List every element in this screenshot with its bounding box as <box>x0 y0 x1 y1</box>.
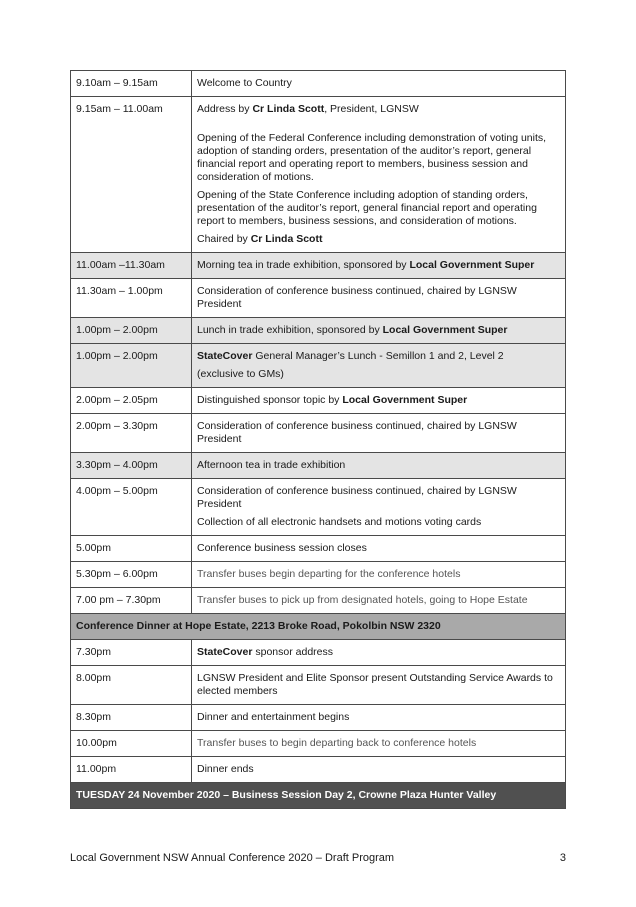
table-row <box>71 71 566 97</box>
time-cell: 7.00 pm – 7.30pm <box>71 588 192 614</box>
table-row <box>71 318 566 344</box>
item-cell: Consideration of conference business continued, chaired by LGNSW President Collection of all electronic handsets and motions voting cards <box>192 479 566 536</box>
item-cell: Dinner ends <box>192 757 566 783</box>
table-row <box>71 97 566 253</box>
table-row <box>71 344 566 388</box>
state-opening-text: Opening of the State Conference including adoption of standing orders, presentation of the auditor’s report, general financial report and operating report to members, business sessions, and consideration of motions. <box>197 189 537 227</box>
table-row <box>71 279 566 318</box>
table-row <box>71 705 566 731</box>
time-cell: 2.00pm – 2.05pm <box>71 388 192 414</box>
item-cell: Welcome to Country <box>192 71 566 97</box>
chair-line: Chaired by Cr Linda Scott <box>197 233 323 245</box>
time-cell: 5.00pm <box>71 536 192 562</box>
time-cell: 9.10am – 9.15am <box>71 71 192 97</box>
item-cell: Consideration of conference business continued, chaired by LGNSW President <box>192 279 566 318</box>
item-cell: Morning tea in trade exhibition, sponsored by Local Government Super <box>192 253 566 279</box>
table-row <box>71 536 566 562</box>
time-cell: 11.30am – 1.00pm <box>71 279 192 318</box>
item-cell: Afternoon tea in trade exhibition <box>192 453 566 479</box>
page-number: 3 <box>559 852 566 864</box>
table-row <box>71 253 566 279</box>
table-row <box>71 757 566 783</box>
time-cell: 4.00pm – 5.00pm <box>71 479 192 536</box>
day2-heading: TUESDAY 24 November 2020 – Business Session Day 2, Crowne Plaza Hunter Valley <box>71 783 566 809</box>
time-cell: 1.00pm – 2.00pm <box>71 318 192 344</box>
time-cell: 8.30pm <box>71 705 192 731</box>
item-cell: LGNSW President and Elite Sponsor present Outstanding Service Awards to elected members <box>192 666 566 705</box>
federal-opening-text: Opening of the Federal Conference including demonstration of voting units, adoption of standing orders, presentation of the auditor’s report, general financial report and operating report to members, business session and consideration of motions. <box>197 132 547 183</box>
day2-heading-row <box>71 783 566 809</box>
item-cell: Distinguished sponsor topic by Local Government Super <box>192 388 566 414</box>
time-cell: 3.30pm – 4.00pm <box>71 453 192 479</box>
time-cell: 5.30pm – 6.00pm <box>71 562 192 588</box>
item-cell <box>192 97 566 253</box>
table-row <box>71 388 566 414</box>
item-cell: Transfer buses to begin departing back to conference hotels <box>192 731 566 757</box>
item-cell: StateCover General Manager’s Lunch - Semillon 1 and 2, Level 2 (exclusive to GMs) <box>192 344 566 388</box>
item-cell: Lunch in trade exhibition, sponsored by Local Government Super <box>192 318 566 344</box>
table-row <box>71 731 566 757</box>
footer-title: Local Government NSW Annual Conference 2020 – Draft Program <box>70 852 395 864</box>
dinner-heading: Conference Dinner at Hope Estate, 2213 Broke Road, Pokolbin NSW 2320 <box>71 614 566 640</box>
item-cell: Consideration of conference business continued, chaired by LGNSW President <box>192 414 566 453</box>
item-cell: Transfer buses begin departing for the conference hotels <box>192 562 566 588</box>
time-cell: 10.00pm <box>71 731 192 757</box>
time-cell: 11.00am –11.30am <box>71 253 192 279</box>
item-cell: StateCover sponsor address <box>192 640 566 666</box>
table-row <box>71 666 566 705</box>
table-row <box>71 588 566 614</box>
time-cell: 2.00pm – 3.30pm <box>71 414 192 453</box>
time-cell: 9.15am – 11.00am <box>71 97 192 253</box>
item-cell: Conference business session closes <box>192 536 566 562</box>
program-table <box>70 70 566 809</box>
time-cell: 11.00pm <box>71 757 192 783</box>
table-row <box>71 453 566 479</box>
dinner-heading-row <box>71 614 566 640</box>
time-cell: 1.00pm – 2.00pm <box>71 344 192 388</box>
table-row <box>71 479 566 536</box>
item-cell: Dinner and entertainment begins <box>192 705 566 731</box>
time-cell: 7.30pm <box>71 640 192 666</box>
table-row <box>71 414 566 453</box>
time-cell: 8.00pm <box>71 666 192 705</box>
table-row <box>71 640 566 666</box>
table-row <box>71 562 566 588</box>
address-line: Address by Cr Linda Scott, President, LGNSW <box>197 103 419 115</box>
page-footer <box>70 852 566 864</box>
item-cell: Transfer buses to pick up from designated hotels, going to Hope Estate <box>192 588 566 614</box>
